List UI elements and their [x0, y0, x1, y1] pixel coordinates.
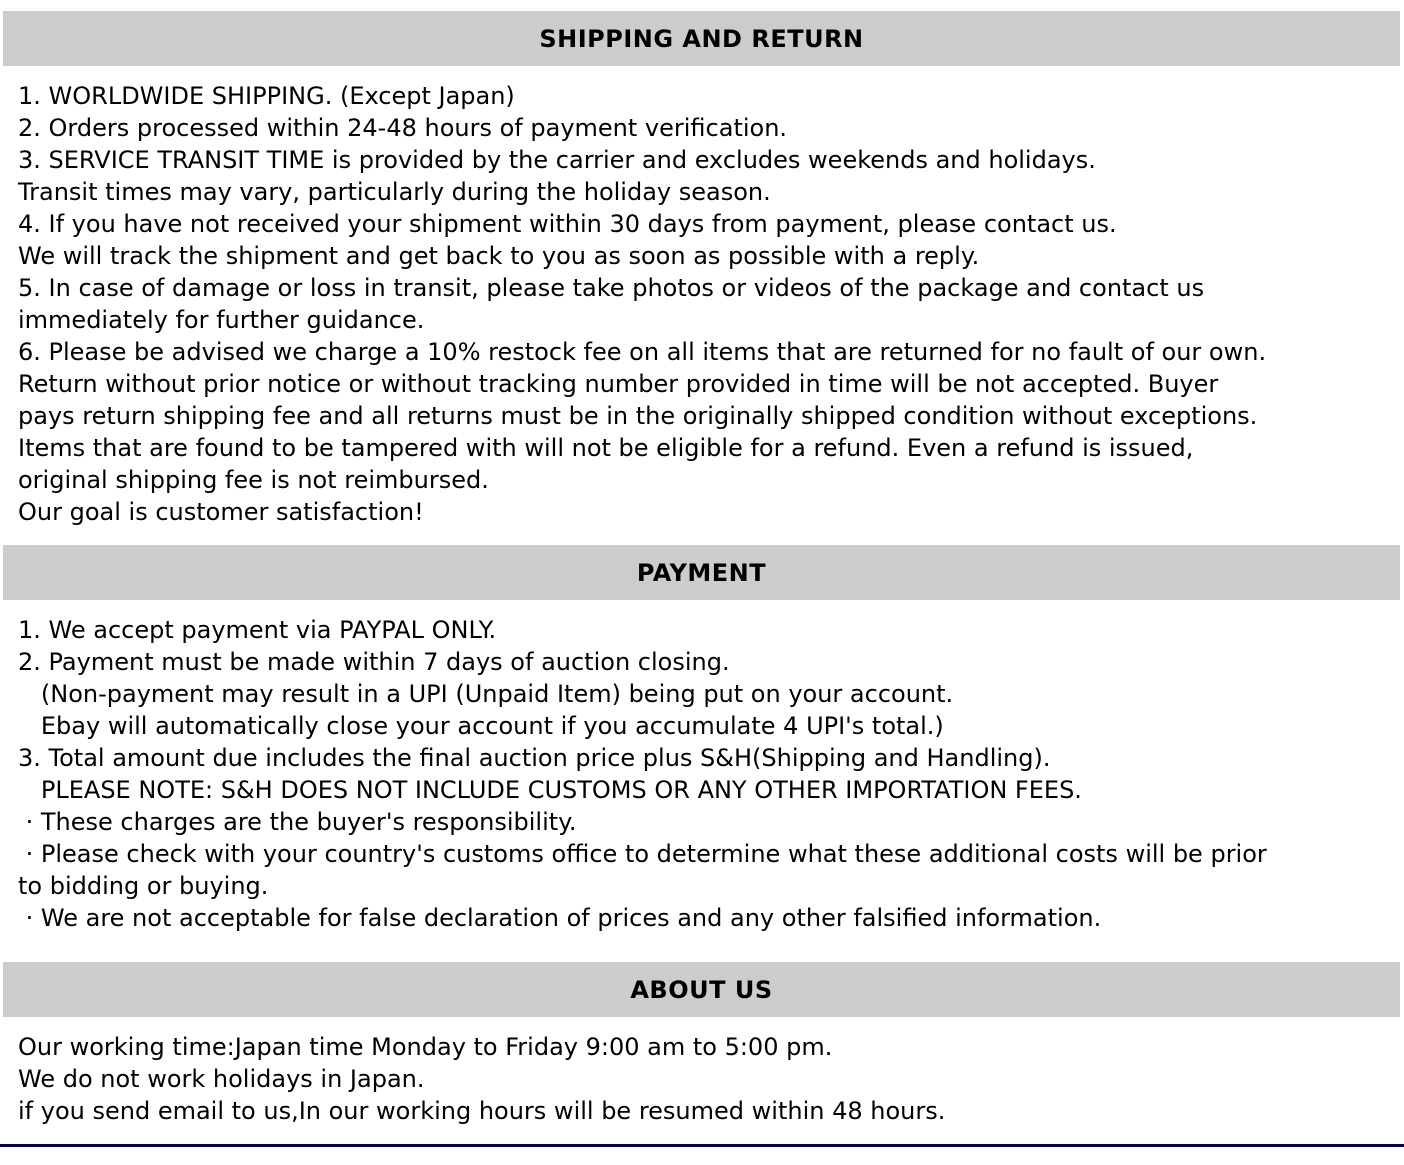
text-line: We will track the shipment and get back to you as soon as possible with a reply.: [18, 242, 980, 270]
bottom-divider-rule: [0, 1144, 1404, 1147]
text-line: · Please check with your country's customs office to determine what these additional costs will be prior: [18, 840, 1267, 868]
section-title-about: ABOUT US: [630, 975, 773, 1004]
text-line: 1. We accept payment via PAYPAL ONLY.: [18, 616, 497, 644]
text-line: 4. If you have not received your shipment within 30 days from payment, please contact us.: [18, 210, 1117, 238]
text-line: if you send email to us,In our working hours will be resumed within 48 hours.: [18, 1097, 946, 1125]
section-header-payment: [3, 545, 1400, 600]
text-line: 2. Payment must be made within 7 days of auction closing.: [18, 648, 730, 676]
text-line: (Non-payment may result in a UPI (Unpaid Item) being put on your account.: [18, 680, 954, 708]
text-line: Items that are found to be tampered with will not be eligible for a refund. Even a refund is issued,: [18, 434, 1194, 462]
section-shipping-and-return: [0, 11, 1404, 528]
text-line: pays return shipping fee and all returns must be in the originally shipped condition without exceptions.: [18, 402, 1258, 430]
text-line: We do not work holidays in Japan.: [18, 1065, 425, 1093]
text-line: 1. WORLDWIDE SHIPPING. (Except Japan): [18, 82, 515, 110]
section-body-about: [18, 1031, 1394, 1127]
section-body-shipping: [18, 80, 1394, 528]
text-line: PLEASE NOTE: S&H DOES NOT INCLUDE CUSTOMS OR ANY OTHER IMPORTATION FEES.: [18, 776, 1082, 804]
text-line: 5. In case of damage or loss in transit, please take photos or videos of the package and contact us: [18, 274, 1205, 302]
text-line: to bidding or buying.: [18, 872, 269, 900]
text-line: Ebay will automatically close your account if you accumulate 4 UPI's total.): [18, 712, 944, 740]
text-line: original shipping fee is not reimbursed.: [18, 466, 489, 494]
text-line: 3. SERVICE TRANSIT TIME is provided by the carrier and excludes weekends and holidays.: [18, 146, 1096, 174]
text-line: Transit times may vary, particularly during the holiday season.: [18, 178, 771, 206]
text-line: 6. Please be advised we charge a 10% restock fee on all items that are returned for no fault of our own.: [18, 338, 1267, 366]
text-line: · We are not acceptable for false declaration of prices and any other falsified information.: [18, 904, 1102, 932]
section-payment: [0, 545, 1404, 934]
text-line: Our goal is customer satisfaction!: [18, 498, 424, 526]
section-header-about: [3, 962, 1400, 1017]
section-body-payment: [18, 614, 1394, 934]
text-line: Our working time:Japan time Monday to Friday 9:00 am to 5:00 pm.: [18, 1033, 833, 1061]
section-about-us: [0, 962, 1404, 1127]
text-line: 3. Total amount due includes the final auction price plus S&H(Shipping and Handling).: [18, 744, 1051, 772]
listing-description-page: [0, 11, 1404, 1165]
section-title-payment: PAYMENT: [636, 558, 767, 587]
section-title-shipping: SHIPPING AND RETURN: [539, 24, 864, 53]
text-line: 2. Orders processed within 24-48 hours of payment verification.: [18, 114, 788, 142]
text-line: Return without prior notice or without tracking number provided in time will be not accepted. Buyer: [18, 370, 1219, 398]
section-header-shipping: [3, 11, 1400, 66]
text-line: · These charges are the buyer's responsibility.: [18, 808, 577, 836]
text-line: immediately for further guidance.: [18, 306, 425, 334]
